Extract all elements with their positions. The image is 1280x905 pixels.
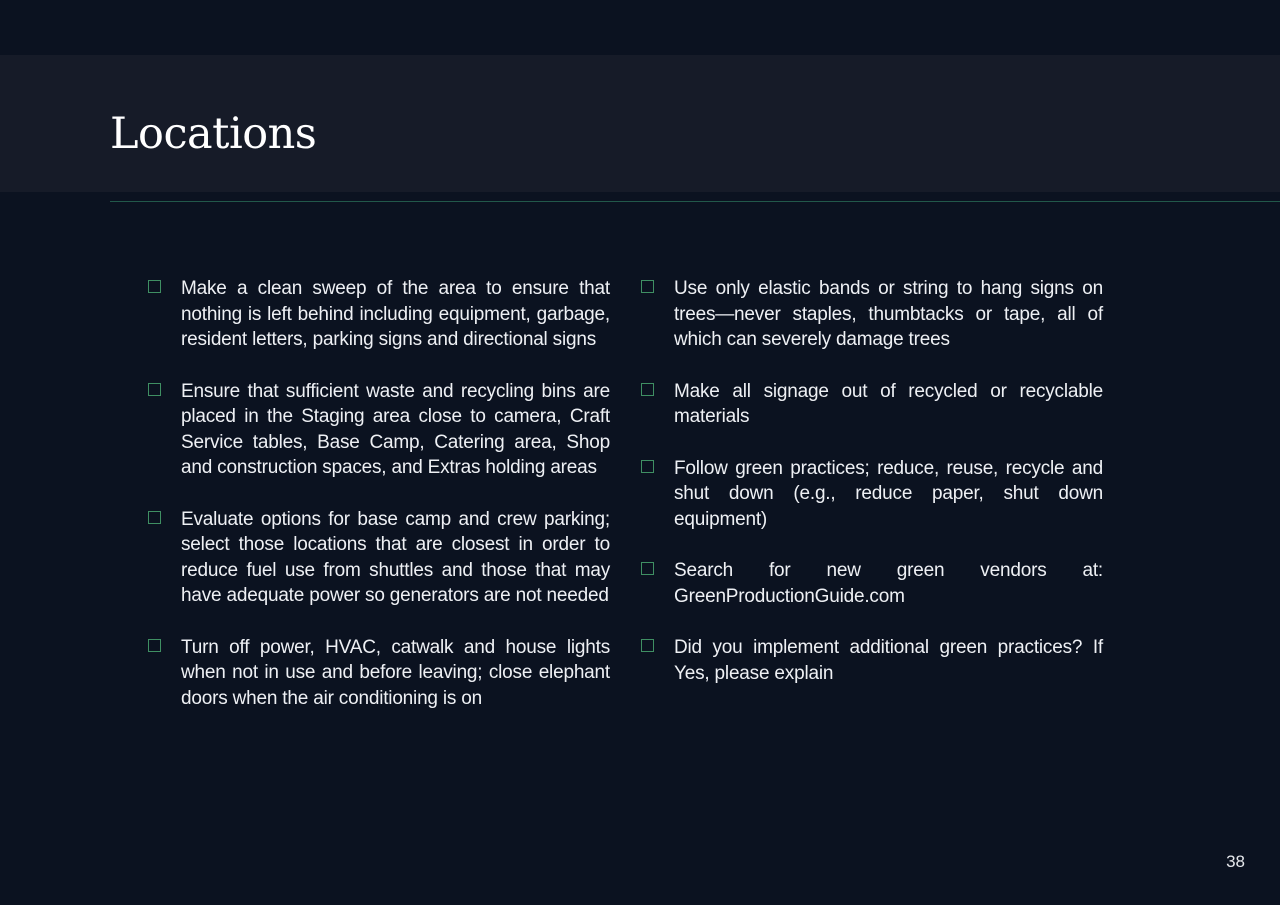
checklist-item [148, 379, 610, 481]
checkbox-icon[interactable] [148, 280, 161, 293]
checklist-item [148, 635, 610, 712]
checkbox-icon[interactable] [148, 639, 161, 652]
checklist-item [641, 379, 1103, 430]
checklist-item [148, 276, 610, 353]
checklist-item-text: Turn off power, HVAC, catwalk and house lights when not in use and before leaving; close elephant doors when the air conditioning is on [181, 636, 610, 709]
title-divider [110, 201, 1280, 202]
checklist-item [641, 558, 1103, 609]
checklist-item [641, 456, 1103, 533]
page-title: Locations [110, 109, 317, 159]
checkbox-icon[interactable] [641, 383, 654, 396]
checklist-item-text: Follow green practices; reduce, reuse, recycle and shut down (e.g., reduce paper, shut down equipment) [674, 457, 1103, 530]
checklist-item-text: Did you implement additional green practices? If Yes, please explain [674, 637, 1103, 684]
checkbox-icon[interactable] [148, 511, 161, 524]
checkbox-icon[interactable] [641, 639, 654, 652]
checklist-right-column [641, 276, 1103, 712]
checkbox-icon[interactable] [641, 562, 654, 575]
checkbox-icon[interactable] [148, 383, 161, 396]
checklist-item-text: Search for new green vendors at: GreenProductionGuide.com [674, 560, 1103, 607]
checkbox-icon[interactable] [641, 460, 654, 473]
checklist-item [148, 507, 610, 609]
checklist-item-text: Use only elastic bands or string to hang signs on trees—never staples, thumbtacks or tape, all of which can severely damage trees [674, 278, 1103, 350]
checklist-item-text: Make a clean sweep of the area to ensure that nothing is left behind including equipment, garbage, resident letters, parking signs and directional signs [181, 278, 610, 350]
checklist-item [641, 276, 1103, 353]
checklist-item-text: Make all signage out of recycled or recyclable materials [674, 380, 1103, 427]
page-number: 38 [1226, 852, 1245, 871]
checklist-item [641, 635, 1103, 686]
checklist-item-text: Ensure that sufficient waste and recycling bins are placed in the Staging area close to camera, Craft Service tables, Base Camp, Catering area, Shop and construction spaces, and Extras holding areas [181, 380, 610, 478]
checklist-item-text: Evaluate options for base camp and crew parking; select those locations that are closest in order to reduce fuel use from shuttles and those that may have adequate power so generators are not needed [181, 508, 610, 606]
checklist-left-column [148, 276, 610, 737]
checkbox-icon[interactable] [641, 280, 654, 293]
